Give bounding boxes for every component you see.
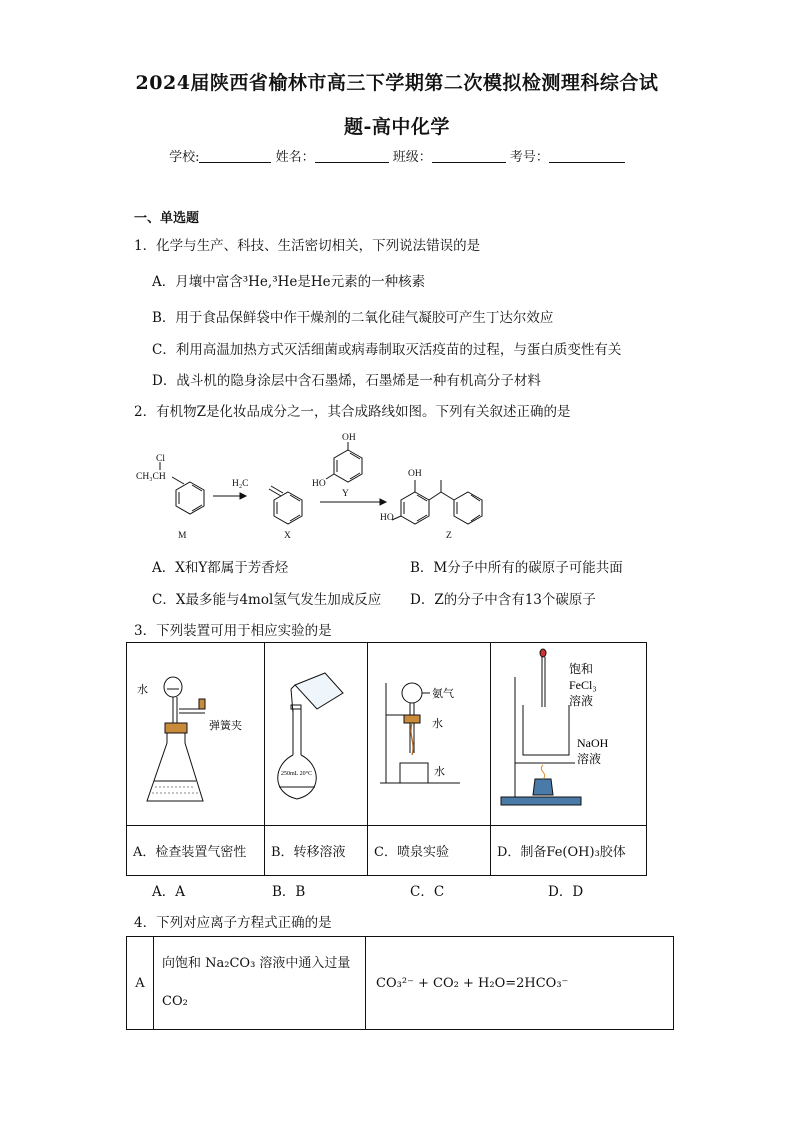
q1-option-b: B．用于食品保鲜袋中作干燥剂的二氧化硅气凝胶可产生丁达尔效应 [152,310,554,326]
q4-row-label: A [127,937,154,1030]
page-title-line2: 题-高中化学 [344,116,450,138]
caption-a: A．检查装置气密性 [127,826,265,876]
number-label: 考号： [509,150,549,165]
apparatus-c-cell [368,643,491,826]
volumetric-flask-apparatus [265,643,367,821]
colloid-preparation-apparatus [491,643,646,821]
q3-option-b: B．B [272,884,306,900]
label-ammonia: 氨气 [432,688,454,700]
label-water-c1: 水 [432,718,443,730]
caption-c: C．喷泉实验 [368,826,491,876]
name-label: 姓名： [275,150,315,165]
q2-option-b: B．M分子中所有的碳原子可能共面 [410,560,623,576]
apparatus-d-cell [491,643,647,826]
q2-option-c: C．X最多能与4mol氢气发生加成反应 [152,592,382,608]
x-label: X [284,531,291,541]
x-benzene-ring [274,492,302,524]
q2-option-a: A．X和Y都属于芳香烃 [152,560,289,576]
label-solution-2: 溶液 [577,752,602,766]
z-oh-label: OH [408,469,422,479]
label-solution-1: 溶液 [569,694,594,708]
z-ho-label: HO [380,513,394,523]
fountain-experiment-apparatus [368,643,490,821]
student-info-line [0,146,794,165]
m-ch3ch-label: CH₃CH [136,472,166,482]
q4-table [126,936,674,1030]
label-naoh: NaOH [577,736,609,750]
airtightness-apparatus [127,643,264,821]
label-spring-clip: 弹簧夹 [209,720,242,732]
q2-synthesis-scheme [128,428,508,546]
number-blank [549,148,625,163]
name-blank [315,148,389,163]
q4-row-equation: CO₃²⁻ + CO₂ + H₂O=2HCO₃⁻ [366,937,674,1030]
m-cl-label: Cl [156,454,165,464]
caption-d: D．制备Fe(OH)₃胶体 [491,826,647,876]
caption-b: B．转移溶液 [265,826,368,876]
label-water-c2: 水 [434,766,445,778]
q3-option-a: A．A [152,884,185,900]
class-blank [432,148,506,163]
y-benzene-ring [334,450,362,482]
q1-option-a: A．月壤中富含³He,³He是He元素的一种核素 [152,274,426,290]
q3-stem: 3．下列装置可用于相应实验的是 [134,623,332,639]
q1-option-d: D．战斗机的隐身涂层中含石墨烯，石墨烯是一种有机高分子材料 [152,373,541,389]
label-saturated: 饱和 [569,662,594,676]
q1-stem: 1．化学与生产、科技、生活密切相关，下列说法错误的是 [134,238,481,254]
y-label: Y [342,489,349,499]
section-heading: 一、单选题 [134,211,200,226]
z-benzene-ring-2 [454,492,482,524]
y-ho-label: HO [312,479,326,489]
apparatus-b-cell [265,643,368,826]
z-benzene-ring-1 [401,492,429,524]
q3-option-d: D．D [548,884,584,900]
label-water-a: 水 [137,684,148,696]
school-blank [199,148,271,163]
apparatus-a-cell [127,643,265,826]
q1-option-c: C．利用高温加热方式灭活细菌或病毒制取灭活疫苗的过程，与蛋白质变性有关 [152,342,622,358]
page-title-line1: 2024届陕西省榆林市高三下学期第二次模拟检测理科综合试 [135,72,659,94]
m-benzene-ring [176,482,204,514]
school-label: 学校: [169,150,200,165]
class-label: 班级： [392,150,432,165]
q4-desc-line2: CO₂ [162,994,188,1009]
q3-option-c: C．C [410,884,445,900]
q2-option-d: D．Z的分子中含有13个碳原子 [410,592,596,608]
z-label: Z [446,531,452,541]
m-label: M [178,531,187,541]
q2-stem: 2．有机物Z是化妆品成分之一，其合成路线如图。下列有关叙述正确的是 [134,404,571,420]
q4-row-description [154,937,366,1030]
q3-apparatus-table [126,642,647,876]
label-flask-volume: 250mL 20°C [281,771,313,777]
q4-desc-line1: 向饱和 Na₂CO₃ 溶液中通入过量 [162,956,351,971]
y-oh-label: OH [342,433,356,443]
label-fecl3: FeCl₃ [569,678,597,692]
x-h2c-label: H₂C [232,479,249,489]
q4-stem: 4．下列对应离子方程式正确的是 [134,915,332,931]
